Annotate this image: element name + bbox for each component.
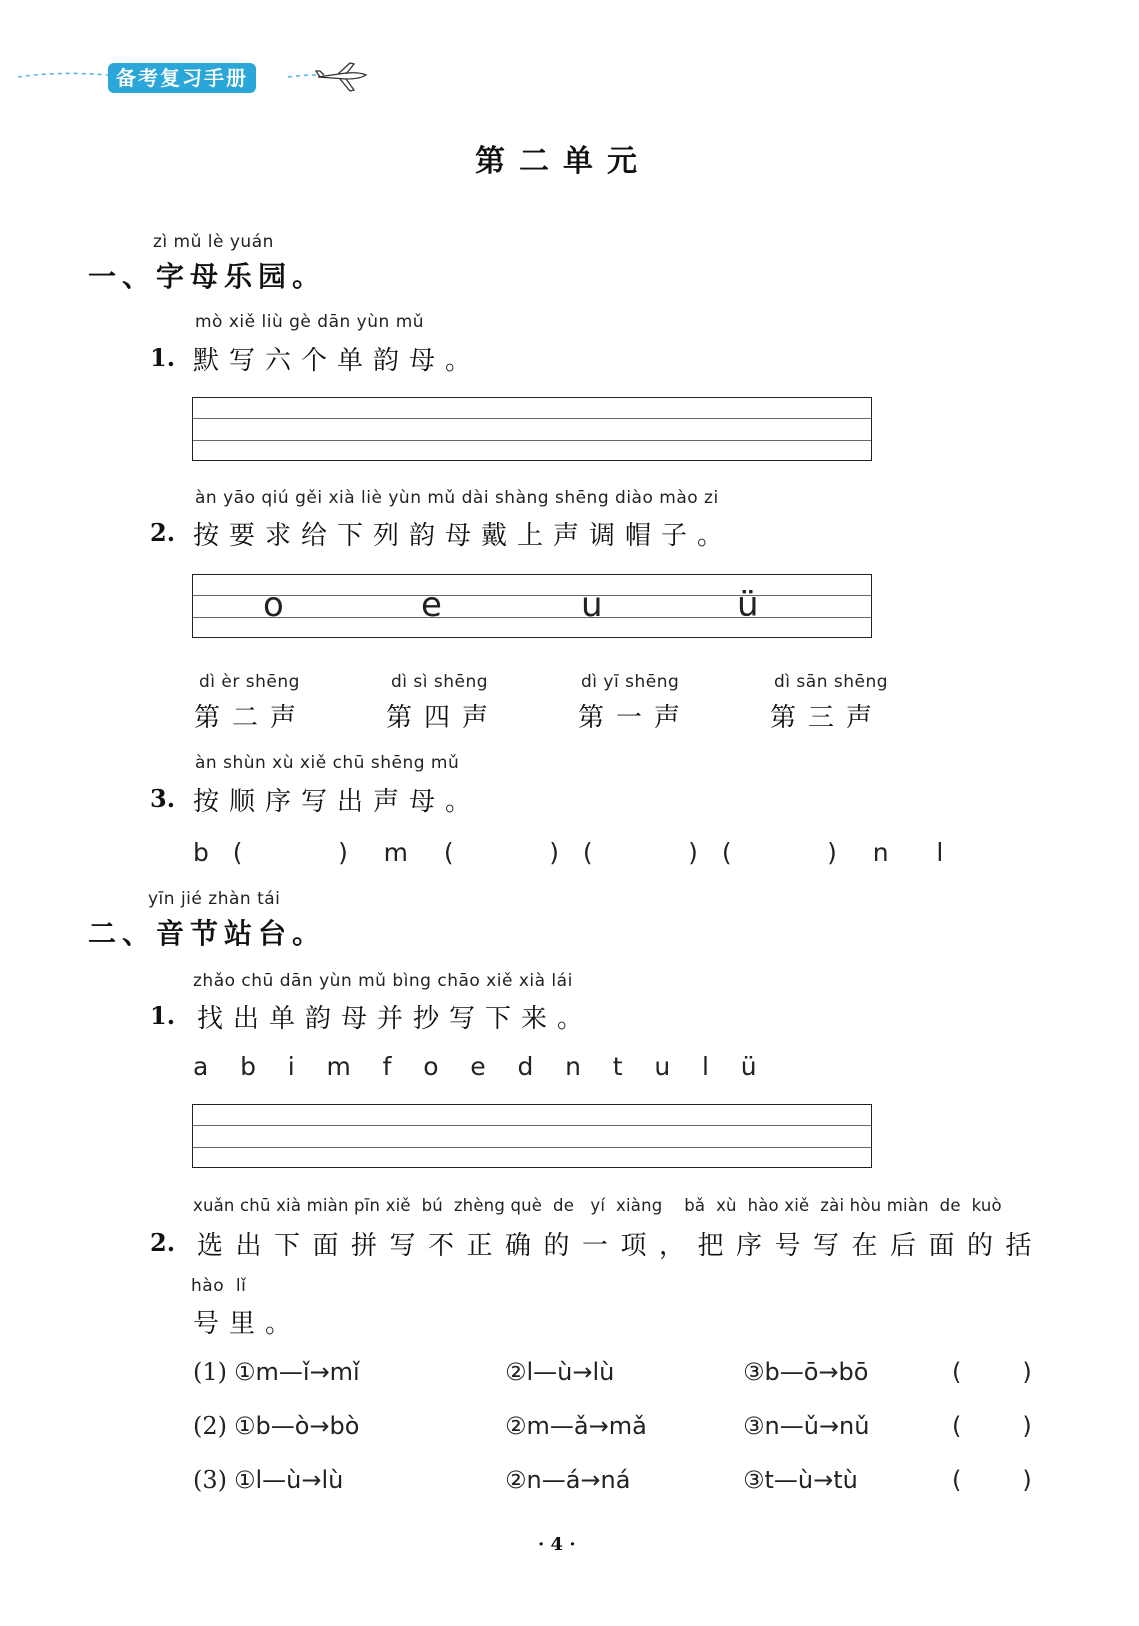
writing-lines-2[interactable]: [192, 1104, 872, 1168]
consonant-sequence[interactable]: b ( ) m ( ) ( ) ( ) n l: [193, 838, 944, 867]
tone-pinyin-2: dì sì shēng: [391, 672, 489, 692]
option-row-1-a[interactable]: ①m—ǐ→mǐ: [234, 1358, 360, 1386]
option-row-2-label: (2): [193, 1412, 227, 1440]
s1-q2-number: 2.: [150, 518, 176, 547]
s2-q2-text2: 号里。: [193, 1309, 302, 1339]
airplane-icon: [316, 63, 366, 91]
s2-q1-number: 1.: [150, 1001, 176, 1030]
letter-row: a b i m f o e d n t u l ü: [193, 1052, 757, 1081]
option-row-3-b[interactable]: ②n—á→ná: [505, 1466, 631, 1494]
s2-q2-pinyin: xuǎn chū xià miàn pīn xiě bú zhèng què de yí xiàng bǎ xù hào xiě zài hòu miàn de kuò: [193, 1196, 1002, 1215]
s2-q2-pinyin2: hào lǐ: [191, 1276, 247, 1296]
s1-q3-pinyin: àn shùn xù xiě chū shēng mǔ: [195, 753, 460, 773]
s1-q1-text: 默写六个单韵母。: [193, 346, 482, 376]
s1-q1-number: 1.: [150, 343, 176, 372]
tone-pinyin-4: dì sān shēng: [774, 672, 889, 692]
section2-title: 二、音节站台。: [88, 917, 327, 950]
s1-q2-pinyin: àn yāo qiú gěi xià liè yùn mǔ dài shàng shēng diào mào zi: [195, 488, 719, 508]
letter-u-umlaut: ü: [737, 585, 759, 625]
s1-q3-number: 3.: [150, 784, 176, 813]
letter-u: u: [581, 585, 603, 625]
option-row-3-a[interactable]: ①l—ù→lù: [234, 1466, 344, 1494]
letter-e: e: [421, 585, 442, 625]
section1-title: 一、字母乐园。: [88, 260, 327, 293]
tone-label-1: 第二声: [194, 703, 309, 733]
answer-blank-1[interactable]: ( ): [952, 1358, 1032, 1386]
s2-q1-text: 找出单韵母并抄写下来。: [197, 1004, 594, 1034]
tone-label-3: 第一声: [578, 703, 693, 733]
s1-q3-text: 按顺序写出声母。: [193, 787, 482, 817]
s1-q2-text: 按要求给下列韵母戴上声调帽子。: [193, 521, 734, 551]
section1-pinyin: zì mǔ lè yuán: [153, 232, 274, 252]
page-number: · 4 ·: [538, 1534, 576, 1555]
option-row-3-label: (3): [193, 1466, 227, 1494]
option-row-1-label: (1): [193, 1358, 227, 1386]
option-row-3-c[interactable]: ③t—ù→tù: [743, 1466, 858, 1494]
s2-q2-number: 2.: [150, 1228, 176, 1257]
s2-q1-pinyin: zhǎo chū dān yùn mǔ bìng chāo xiě xià lái: [193, 971, 573, 991]
answer-blank-2[interactable]: ( ): [952, 1412, 1032, 1440]
tone-label-2: 第四声: [386, 703, 501, 733]
option-row-2-b[interactable]: ②m—ǎ→mǎ: [505, 1412, 647, 1440]
option-row-1-b[interactable]: ②l—ù→lù: [505, 1358, 615, 1386]
option-row-1-c[interactable]: ③b—ō→bō: [743, 1358, 869, 1386]
writing-lines-1[interactable]: [192, 397, 872, 461]
tone-pinyin-1: dì èr shēng: [199, 672, 300, 692]
page-title: 第二单元: [475, 144, 651, 179]
answer-blank-3[interactable]: ( ): [952, 1466, 1032, 1494]
section2-pinyin: yīn jié zhàn tái: [148, 889, 281, 909]
option-row-2-c[interactable]: ③n—ǔ→nǔ: [743, 1412, 870, 1440]
tone-pinyin-3: dì yī shēng: [581, 672, 680, 692]
tone-label-4: 第三声: [770, 703, 885, 733]
s1-q1-pinyin: mò xiě liù gè dān yùn mǔ: [195, 312, 425, 332]
header-badge: 备考复习手册: [108, 63, 256, 93]
option-row-2-a[interactable]: ①b—ò→bò: [234, 1412, 360, 1440]
tone-lines[interactable]: [192, 574, 872, 638]
letter-o: o: [263, 585, 284, 625]
s2-q2-text: 选出下面拼写不正确的一项，把序号写在后面的括: [197, 1231, 1045, 1261]
